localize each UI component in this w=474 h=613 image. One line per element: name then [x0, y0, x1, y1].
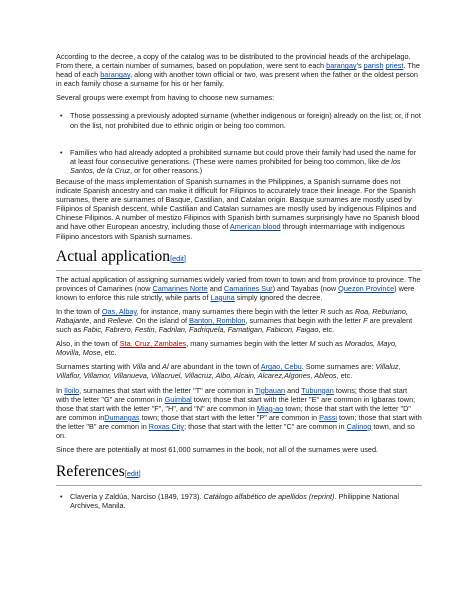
- link-american-blood[interactable]: American blood: [229, 222, 281, 232]
- edit-section-2: [edit]: [124, 469, 141, 479]
- link-camarines-norte[interactable]: Camarines Norte: [152, 283, 208, 293]
- link-passi[interactable]: Passi: [319, 412, 337, 422]
- references-list: [56, 492, 422, 510]
- list-item: • Families who had already adopted a prohibited surname but could prove their family had used the name for at least four consecutive generations. (These were names prohibited for being too common, like de los Santos, de la Cruz, or for other reasons.): [60, 147, 416, 175]
- heading-references: References[edit]: [56, 463, 422, 486]
- bullet-icon: •: [60, 111, 63, 121]
- link-sta-cruz-zambales[interactable]: Sta. Cruz, Zambales: [119, 339, 187, 349]
- link-iloilo[interactable]: Iloilo: [64, 385, 80, 395]
- bullet-icon: •: [60, 492, 63, 502]
- link-calinog[interactable]: Calinog: [346, 421, 372, 431]
- edit-link-2[interactable]: edit: [126, 469, 139, 479]
- link-oas-albay[interactable]: Oas, Albay: [101, 306, 137, 316]
- link-tubungan[interactable]: Tubungan: [301, 385, 334, 395]
- intro-paragraph-exempt: Several groups were exempt from having to choose new surnames:: [56, 93, 275, 103]
- link-tigbauan[interactable]: Tigbauan: [254, 385, 286, 395]
- intro-paragraph-decree: According to the decree, a copy of the catalog was to be distributed to the provincial heads of the archipelago. From there, a certain number of surnames, based on population, were sent to each barangay's parish priest. The head of each barangay, along with another town official or two, was present when the father or the oldest person in each family chose a surname for his or her family.: [56, 52, 420, 89]
- link-quezon-province[interactable]: Quezon Province: [338, 283, 395, 293]
- edit-section-1: [edit]: [170, 253, 186, 263]
- paragraph-oas-albay: In the town of Oas, Albay, for instance, many surnames there begin with the letter R such as Roa, Reburiano, Rabajante, and Relleve. On the island of Banton, Romblon, surnames that begin with the letter F are prevalent such as Fabic, Fabrero, Festin, Fadrilan, Fadriquela, Famatigan, Fabicon, Faigao, etc.: [56, 306, 413, 335]
- link-argao-cebu[interactable]: Argao, Cebu: [260, 362, 302, 372]
- bullet-icon: •: [60, 147, 63, 157]
- list-item: • Those possessing a previously adopted surname (whether indigenous or foreign) already on the list; or, if not on the list, not prohibited due to ethnic origin or being too common.: [60, 111, 421, 130]
- link-priest[interactable]: priest: [385, 61, 404, 71]
- paragraph-sta-cruz: Also, in the town of Sta. Cruz, Zambales, many surnames begin with the letter M such as Morados, Mayo, Movilla, Mose, etc.: [56, 339, 398, 358]
- paragraph-iloilo: In Iloilo, surnames that start with the letter "T" are common in Tigbauan and Tubungan towns; those that start with the letter "G" are common in Guimbal town; those that start with the letter "E" are common in Igbaras town; those that start with the letter "F", "H", and "N" are common in Miag-ao town; those that start with the letter "D" are common inDumangas town; those that start with the letter "P" are common in Passi town; those that start with the letter "B" are common in Roxas City; those that start with the letter "C" are common in Calinog town, and so on.: [56, 385, 422, 440]
- intro-paragraph-ancestry: Because of the mass implementation of Spanish surnames in the Philippines, a Spanish surname does not indicate Spanish ancestry and can make it difficult for Filipinos to accurately trace their lineage. For the Spanish surnames, there are surnames of Basque, Castilian, and Catalan origin. Basque surnames are mostly used by Filipinos of Spanish descent, while Castilian and Catalan surnames are mostly used by indigenous Filipinos and Chinese Filipinos. A number of mestizo Filipinos with Spanish birth surnames surprisingly have no Spanish blood and have other European ancestry, including those of American blood through intermarriage with indigenous Filipino ancestors with Spanish surnames.: [56, 176, 420, 241]
- link-barangay[interactable]: barangay: [326, 61, 357, 71]
- link-barangay-2[interactable]: barangay: [100, 70, 131, 80]
- link-laguna[interactable]: Laguna: [210, 292, 235, 302]
- heading-actual-application: Actual application[edit]: [56, 248, 422, 271]
- exempt-list: [56, 111, 422, 174]
- link-roxas-city[interactable]: Roxas City: [148, 421, 185, 431]
- link-banton-romblon[interactable]: Banton, Romblon: [189, 315, 246, 325]
- link-guimbal[interactable]: Guimbal: [164, 394, 192, 404]
- edit-link-1[interactable]: edit: [172, 253, 184, 263]
- link-camarines-sur[interactable]: Camarines Sur: [223, 283, 273, 293]
- link-miag-ao[interactable]: Miag-ao: [256, 403, 284, 413]
- paragraph-61000-surnames: Since there are potentially at most 61,000 surnames in the book, not all of the surnames were used.: [56, 445, 379, 455]
- link-dumangas[interactable]: Dumangas: [104, 412, 140, 422]
- paragraph-application: The actual application of assigning surnames widely varied from town to town and from province to province. The provinces of Camarines (now Camarines Norte and Camarines Sur) and Tayabas (now Quezon Province) were known to enforce this rule strictly, while parts of Laguna simply ignored the decree.: [56, 274, 421, 302]
- list-item: • Clavería y Zaldúa, Narciso (1849, 1973). Catálogo alfabético de apellidos (reprint). Philippine National Archives, Manila.: [60, 492, 399, 511]
- paragraph-argao-cebu: Surnames starting with Villa and Al are abundant in the town of Argao, Cebu. Some surnames are: Villaluz, Villaflor, Villamor, Villanueva, Villacruel, Villacruz, Albo, Alcain, Alcarez,Algones, Ableos, etc.: [56, 362, 401, 381]
- link-parish[interactable]: parish: [363, 61, 384, 71]
